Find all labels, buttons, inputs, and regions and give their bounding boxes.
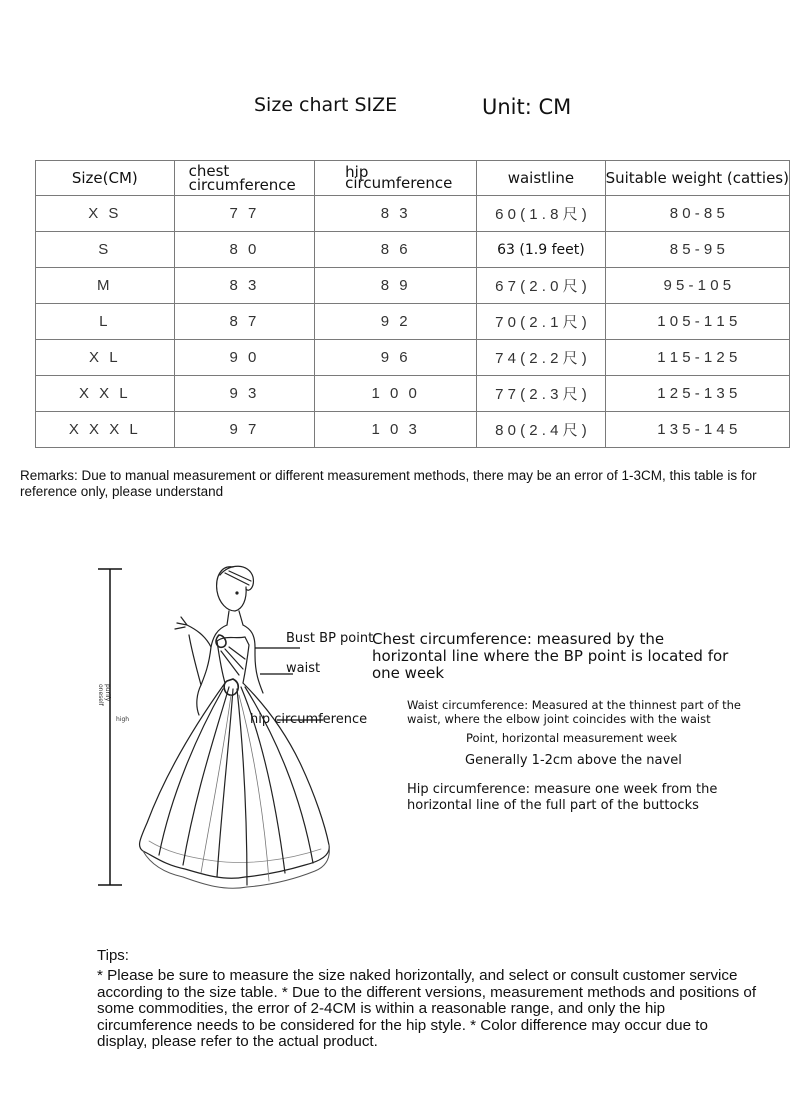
cell-hip: 9 6: [315, 340, 477, 376]
cell-waist: 6 7 ( 2 . 0 尺 ): [477, 268, 605, 304]
cell-chest: 9 0: [174, 340, 315, 376]
cell-weight: 1 1 5 - 1 2 5: [605, 340, 789, 376]
cell-hip: 8 9: [315, 268, 477, 304]
cell-waist: 7 4 ( 2 . 2 尺 ): [477, 340, 605, 376]
cell-hip: 1 0 3: [315, 412, 477, 448]
cell-waist: 6 0 ( 1 . 8 尺 ): [477, 196, 605, 232]
height-label-high: high: [116, 716, 130, 723]
cell-hip: 9 2: [315, 304, 477, 340]
cell-weight: 1 2 5 - 1 3 5: [605, 376, 789, 412]
unit-label: Unit: CM: [482, 95, 572, 119]
cell-chest: 7 7: [174, 196, 315, 232]
cell-chest: 8 3: [174, 268, 315, 304]
cell-weight: 9 5 - 1 0 5: [605, 268, 789, 304]
waist-description-point: Point, horizontal measurement week: [466, 731, 677, 745]
col-header-hip: hip circumference: [315, 161, 477, 196]
size-table: [35, 160, 790, 448]
cell-weight: 8 0 - 8 5: [605, 196, 789, 232]
cell-size: S: [36, 232, 175, 268]
table-row: [36, 412, 790, 448]
cell-chest: 8 0: [174, 232, 315, 268]
height-label-purify: purify: [104, 684, 111, 702]
table-row: [36, 304, 790, 340]
cell-size: X L: [36, 340, 175, 376]
chart-title: Size chart SIZE: [254, 94, 398, 116]
waist-description-navel: Generally 1-2cm above the navel: [465, 753, 682, 768]
chest-description: Chest circumference: measured by the horizontal line where the BP point is located for one week: [372, 630, 729, 682]
height-label: [97, 684, 111, 714]
height-label-oneself: oneself: [97, 684, 104, 706]
table-row: [36, 232, 790, 268]
col-header-size: Size(CM): [36, 161, 175, 196]
table-row: [36, 340, 790, 376]
hip-description: Hip circumference: measure one week from the horizontal line of the full part of the buttocks: [407, 782, 718, 813]
cell-hip: 1 0 0: [315, 376, 477, 412]
waist-label: waist: [286, 661, 321, 676]
table-row: [36, 376, 790, 412]
table-row: [36, 196, 790, 232]
cell-size: X S: [36, 196, 175, 232]
cell-waist: 8 0 ( 2 . 4 尺 ): [477, 412, 605, 448]
cell-chest: 9 3: [174, 376, 315, 412]
cell-hip: 8 6: [315, 232, 477, 268]
cell-size: M: [36, 268, 175, 304]
col-header-chest: chest circumference: [174, 161, 315, 196]
waist-description: Waist circumference: Measured at the thinnest part of the waist, where the elbow joint coincides with the waist: [407, 698, 741, 726]
cell-waist: 63 (1.9 feet): [477, 232, 605, 268]
cell-waist: 7 0 ( 2 . 1 尺 ): [477, 304, 605, 340]
remarks-text: Remarks: Due to manual measurement or different measurement methods, there may be an error of 1-3CM, this table is for reference only, please understand: [20, 468, 757, 499]
cell-weight: 8 5 - 9 5: [605, 232, 789, 268]
cell-size: X X X L: [36, 412, 175, 448]
cell-weight: 1 3 5 - 1 4 5: [605, 412, 789, 448]
bust-bp-point-label: Bust BP point: [286, 631, 374, 646]
cell-size: X X L: [36, 376, 175, 412]
cell-weight: 1 0 5 - 1 1 5: [605, 304, 789, 340]
table-row: [36, 268, 790, 304]
cell-chest: 8 7: [174, 304, 315, 340]
cell-waist: 7 7 ( 2 . 3 尺 ): [477, 376, 605, 412]
col-header-weight: Suitable weight (catties): [605, 161, 789, 196]
cell-size: L: [36, 304, 175, 340]
table-header-row: [36, 161, 790, 196]
tips-body: * Please be sure to measure the size naked horizontally, and select or consult customer service according to the size table. * Due to the different versions, measurement methods and positions of some commodities, the error of 2-4CM is within a reasonable range, and only the hip circumference needs to be considered for the hip style. * Color difference may occur due to display, please refer to the actual product.: [97, 967, 757, 1050]
height-ruler: [95, 565, 125, 890]
cell-chest: 9 7: [174, 412, 315, 448]
hip-circumference-label: hip circumference: [250, 712, 368, 727]
tips-heading: Tips:: [97, 947, 129, 964]
cell-hip: 8 3: [315, 196, 477, 232]
col-header-waist: waistline: [477, 161, 605, 196]
